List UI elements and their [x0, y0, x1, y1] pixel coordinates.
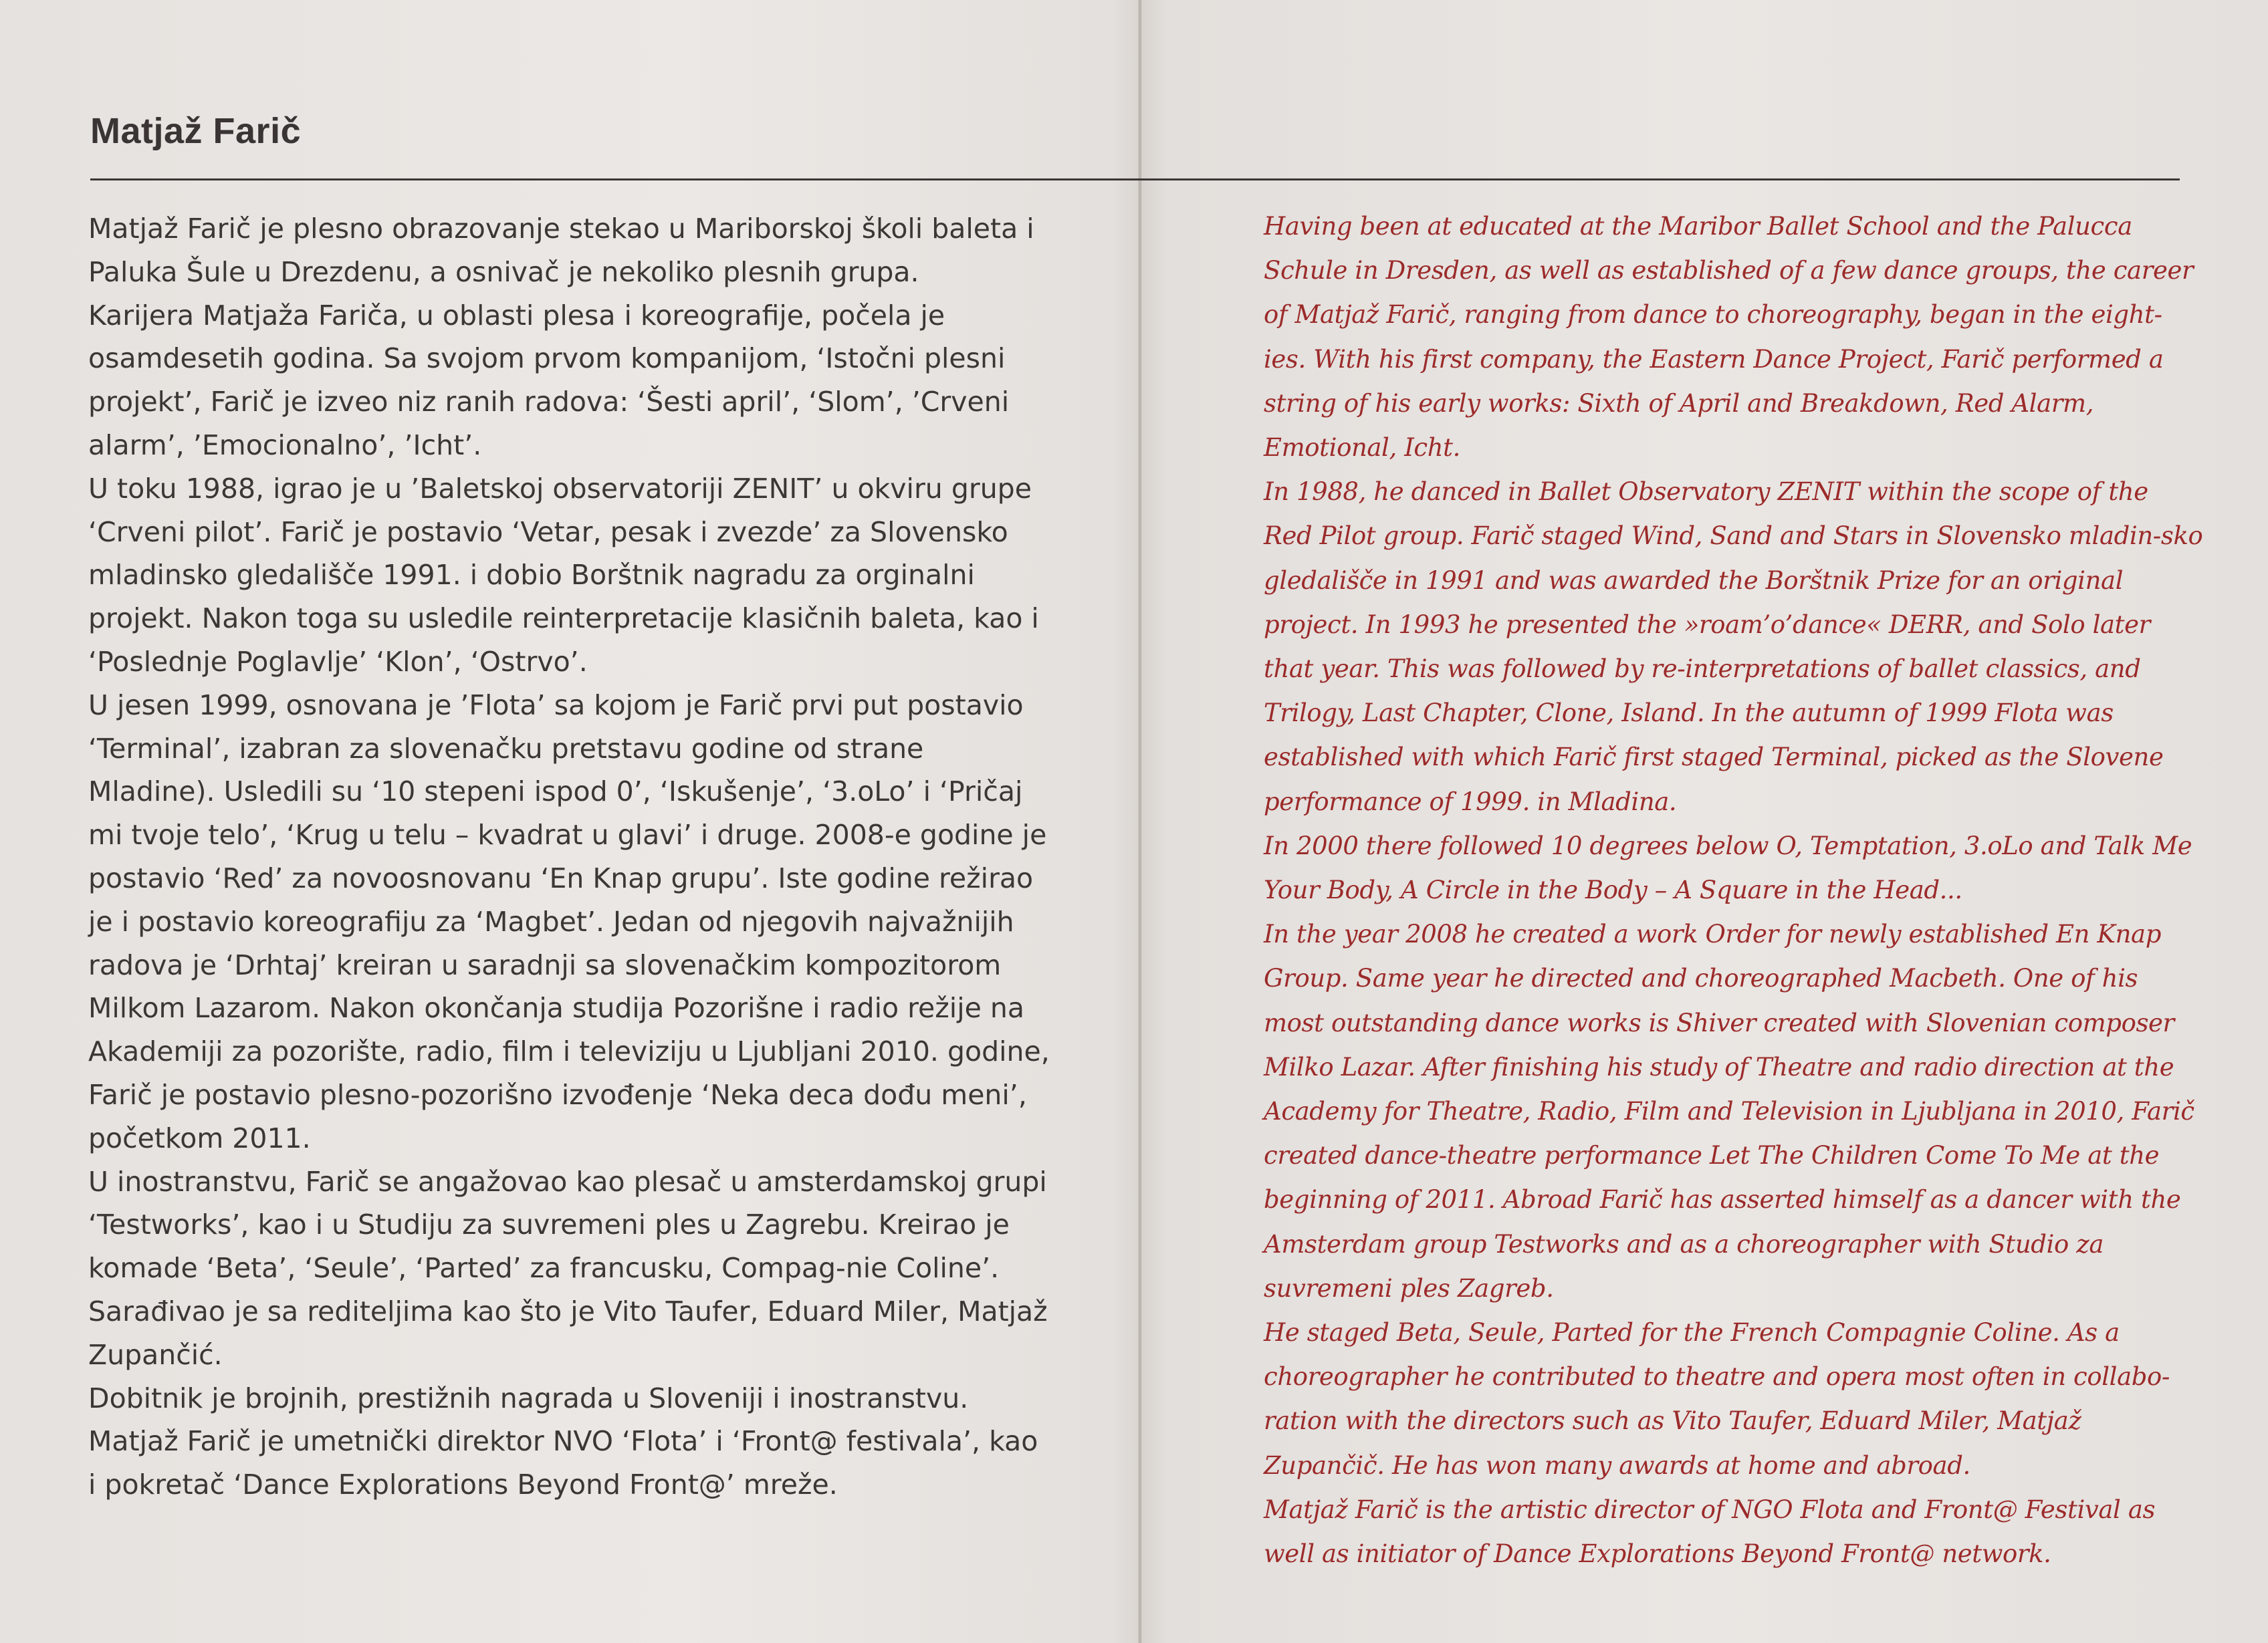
- bio-paragraph-en: Having been at educated at the Maribor Ballet School and the Palucca Schule in Dresden, as well as established of a few dance groups, the career of Matjaž Farič, ranging from dance to choreography, began in the eight-ies. With his first company, the Eastern Dance Project, Farič performed a string of his early works: Sixth of April and Breakdown, Red Alarm, Emotional, Icht.: [1264, 212, 2194, 463]
- bio-paragraph: Dobitnik je brojnih, prestižnih nagrada u Sloveniji i inostranstvu. Matjaž Farič je umetnički direktor NVO ‘Flota’ i ‘Front@ festivala’, kao i pokretač ‘Dance Explorations Beyond Front@’ mreže.: [88, 1382, 1038, 1501]
- english-biography: [1264, 205, 2203, 1576]
- bio-paragraph-en: In 1988, he danced in Ballet Observatory ZENIT within the scope of the Red Pilot group. Farič staged Wind, Sand and Stars in Slovensko mladin-sko gledališče in 1991 and was awarded the Borštnik Prize for an original project. In 1993 he presented the »roam’o’dance« DERR, and Solo later that year. This was followed by re-interpretations of ballet classics, and Trilogy, Last Chapter, Clone, Island. In the autumn of 1999 Flota was established with which Farič first staged Terminal, picked as the Slovene performance of 1999. in Mladina.: [1264, 477, 2203, 816]
- bio-paragraph-en: Matjaž Farič is the artistic director of NGO Flota and Front@ Festival as well as initiator of Dance Explorations Beyond Front@ network.: [1264, 1495, 2156, 1569]
- bio-paragraph-en: In 2000 there followed 10 degrees below O, Temptation, 3.oLo and Talk Me Your Body, A Circle in the Body – A Square in the Head...: [1264, 831, 2192, 905]
- bio-paragraph: U toku 1988, igrao je u ’Baletskoj observatoriji ZENIT’ u okviru grupe ‘Crveni pilot’. Farič je postavio ‘Vetar, pesak i zvezde’ za Slovensko mladinsko gledališče 1991. i dobio Borštnik nagradu za orginalni projekt. Nakon toga su usledile reinterpretacije klasičnih baleta, kao i ‘Poslednje Poglavlje’ ‘Klon’, ‘Ostrvo’.: [88, 472, 1039, 678]
- title-divider: [90, 178, 2180, 180]
- bio-paragraph: Karijera Matjaža Fariča, u oblasti plesa i koreografije, počela je osamdesetih godina. Sa svojom prvom kompanijom, ‘Istočni plesni projekt’, Farič je izveo niz ranih radova: ‘Šesti april’, ‘Slom’, ’Crveni alarm’, ’Emocionalno’, ’Icht’.: [88, 299, 1010, 461]
- bio-paragraph-en: In the year 2008 he created a work Order for newly established En Knap Group. Same year he directed and choreographed Macbeth. One of his most outstanding dance works is Shiver created with Slovenian composer Milko Lazar. After finishing his study of Theatre and radio direction at the Academy for Theatre, Radio, Film and Television in Ljubljana in 2010, Farič created dance-theatre performance Let The Children Come To Me at the beginning of 2011. Abroad Farič has asserted himself as a dancer with the Amsterdam group Testworks and as a choreographer with Studio za suvremeni ples Zagreb.: [1264, 920, 2194, 1303]
- bio-paragraph-en: He staged Beta, Seule, Parted for the French Compagnie Coline. As a choreographer he contributed to theatre and opera most often in collabo-ration with the directors such as Vito Taufer, Eduard Miler, Matjaž Zupančič. He has won many awards at home and abroad.: [1264, 1318, 2170, 1480]
- bio-paragraph: Matjaž Farič je plesno obrazovanje stekao u Mariborskoj školi baleta i Paluka Šule u Drezdenu, a osnivač je nekoliko plesnih grupa.: [88, 213, 1034, 288]
- bio-paragraph: U inostranstvu, Farič se angažovao kao plesač u amsterdamskoj grupi ‘Testworks’, kao i u Studiju za suvremeni ples u Zagrebu. Kreirao je komade ‘Beta’, ‘Seule’, ‘Parted’ za francusku, Compag-nie Coline’. Sarađivao je sa rediteljima kao što je Vito Taufer, Eduard Miler, Matjaž Zupančić.: [88, 1165, 1048, 1371]
- page-gutter: [1138, 0, 1142, 1643]
- bio-paragraph: U jesen 1999, osnovana je ’Flota’ sa kojom je Farič prvi put postavio ‘Terminal’, izabran za slovenačku pretstavu godine od strane Mladine). Usledili su ‘10 stepeni ispod 0’, ‘Iskušenje’, ‘3.oLo’ i ‘Pričaj mi tvoje telo’, ‘Krug u telu – kvadrat u glavi’ i druge. 2008-e godine je postavio ‘Red’ za novoosnovanu ‘En Knap grupu’. Iste godine režirao je i postavio koreografiju za ‘Magbet’. Jedan od njegovih najvažnijih radova je ‘Drhtaj’ kreiran u saradnji sa slovenačkim kompozitorom Milkom Lazarom. Nakon okončanja studija Pozorišne i radio režije na Akademiji za pozorište, radio, film i televiziju u Ljubljani 2010. godine, Farič je postavio plesno-pozorišno izvođenje ‘Neka deca dođu meni’, početkom 2011.: [88, 688, 1050, 1154]
- serbian-biography: [88, 207, 1051, 1507]
- page-title: Matjaž Farič: [90, 111, 302, 151]
